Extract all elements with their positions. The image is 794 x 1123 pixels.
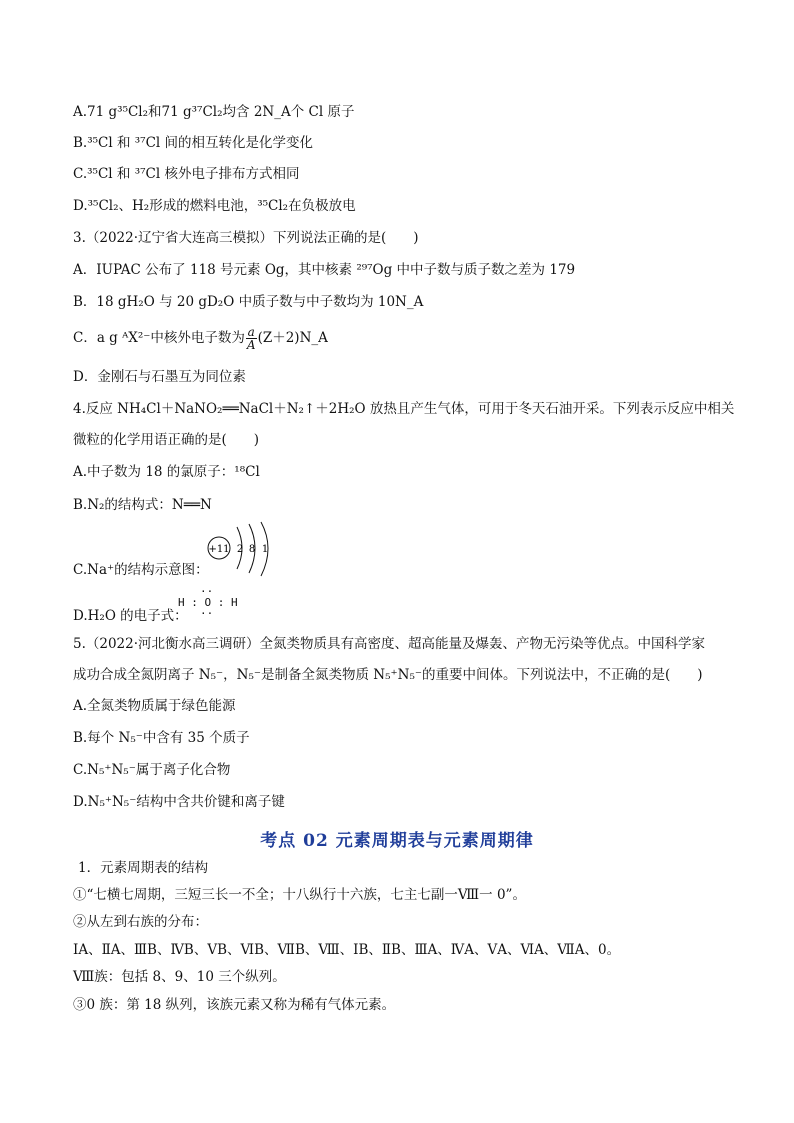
section-paragraph-1: ①“七横七周期，三短三长一不全；十八纵行十六族，七主七副一Ⅷ一 0”。	[73, 887, 526, 903]
shell-electrons-3: 1	[261, 544, 269, 555]
fraction	[246, 326, 257, 351]
q3-option-c	[73, 326, 328, 351]
fraction-numerator: a	[247, 325, 255, 339]
q3-option-d: D．金刚石与石墨互为同位素	[73, 369, 246, 385]
q4-option-c: C.Na⁺的结构示意图：	[73, 562, 209, 578]
q3-option-c-suffix: (Z＋2)N_A	[257, 330, 328, 346]
q4-option-d: D.H₂O 的电子式：	[73, 608, 188, 624]
q2-option-a: A.71 g³⁵Cl₂和71 g³⁷Cl₂均含 2N_A个 Cl 原子	[73, 104, 355, 120]
fraction-denominator: A	[246, 338, 256, 352]
q4-option-a: A.中子数为 18 的氯原子：¹⁸Cl	[73, 464, 260, 480]
lewis-dots-bottom: ··	[200, 607, 214, 620]
q3-stem: 3.（2022·辽宁省大连高三模拟）下列说法正确的是( )	[73, 230, 419, 246]
q2-option-d: D.³⁵Cl₂、H₂形成的燃料电池，³⁵Cl₂在负极放电	[73, 198, 356, 214]
q5-option-c: C.N₅⁺N₅⁻属于离子化合物	[73, 762, 231, 778]
q4-stem-line1: 4.反应 NH₄Cl＋NaNO₂══NaCl＋N₂↑＋2H₂O 放热且产生气体，可用于冬天石油开采。下列表示反应中相关	[73, 401, 735, 417]
shell-electrons-1: 2	[236, 544, 244, 555]
q5-option-b: B.每个 N₅⁻中含有 35 个质子	[73, 730, 250, 746]
q5-stem-line1: 5.（2022·河北衡水高三调研）全氮类物质具有高密度、超高能量及爆轰、产物无污染等优点。中国科学家	[73, 636, 706, 652]
nucleus-charge: +11	[208, 544, 230, 555]
lewis-dots-top: ··	[200, 585, 214, 598]
section-paragraph-2: ②从左到右族的分布：	[73, 914, 208, 930]
q3-option-c-prefix: C．a g ᴬX²⁻中核外电子数为	[73, 330, 245, 346]
q4-stem-line2: 微粒的化学用语正确的是( )	[73, 432, 260, 448]
section-paragraph-4: Ⅷ族：包括 8、9、10 三个纵列。	[73, 969, 286, 985]
shell-electrons-2: 8	[248, 544, 256, 555]
q2-option-b: B.³⁵Cl 和 ³⁷Cl 间的相互转化是化学变化	[73, 135, 314, 151]
section-subheading: 1．元素周期表的结构	[78, 860, 209, 876]
q3-option-a: A．IUPAC 公布了 118 号元素 Og，其中核素 ²⁹⁷Og 中中子数与质子数之差为 179	[73, 262, 576, 278]
q3-option-b: B．18 gH₂O 与 20 gD₂O 中质子数与中子数均为 10N_A	[73, 294, 424, 310]
section-paragraph-3: ⅠA、ⅡA、ⅢB、ⅣB、ⅤB、ⅥB、ⅦB、Ⅷ、ⅠB、ⅡB、ⅢA、ⅣA、ⅤA、ⅥA、ⅦA、0。	[73, 942, 621, 958]
q5-stem-line2: 成功合成全氮阴离子 N₅⁻，N₅⁻是制备全氮类物质 N₅⁺N₅⁻的重要中间体。下列说法中，不正确的是( )	[73, 667, 703, 683]
q5-option-d: D.N₅⁺N₅⁻结构中含共价键和离子键	[73, 794, 285, 810]
sodium-ion-structure-diagram	[205, 521, 280, 579]
lewis-formula-middle: H : O : H	[178, 596, 238, 609]
section-title: 考点 02 元素周期表与元素周期律	[260, 831, 534, 851]
section-paragraph-5: ③0 族：第 18 纵列，该族元素又称为稀有气体元素。	[73, 997, 396, 1013]
q4-option-b: B.N₂的结构式：N══N	[73, 497, 212, 513]
q2-option-c: C.³⁵Cl 和 ³⁷Cl 核外电子排布方式相同	[73, 166, 300, 182]
water-electron-formula	[178, 586, 238, 619]
q5-option-a: A.全氮类物质属于绿色能源	[73, 698, 236, 714]
